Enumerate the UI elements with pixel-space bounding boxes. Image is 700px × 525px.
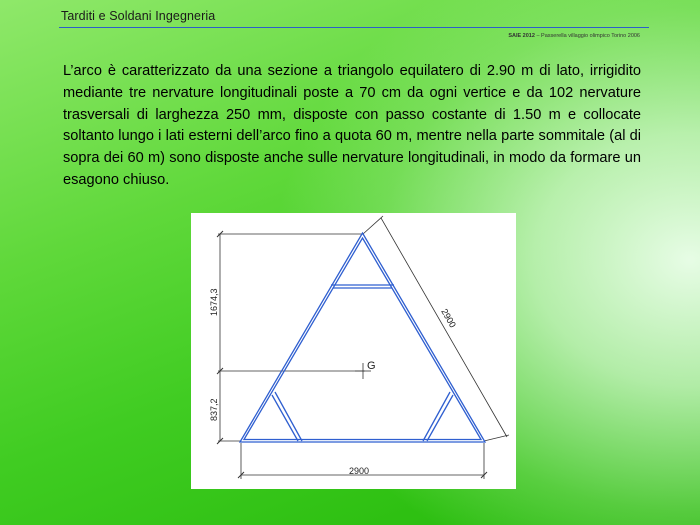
rib-left-1	[275, 392, 302, 441]
body-paragraph: L’arco è caratterizzato da una sezione a triangolo equilatero di 2.90 m di lato, irrigidito mediante tre nervature longitudinali poste a 70 cm da ogni vertice e da 102 nervature trasversali di larghezza 250 mm, disposte con passo costante di 1.50 m e collocate soltanto lungo i lati esterni dell’arco fino a quota 60 m, mentre nella parte sommitale (al di sopra dei 60 m) sono disposte anche sulle nervature longitudinali, in modo da formare un esagono chiuso.	[63, 63, 641, 188]
rib-right-2	[427, 395, 453, 441]
header-event-bold: SAIE 2012	[508, 33, 535, 39]
label-dim-lower: 837,2	[209, 398, 219, 421]
header-subtitle	[508, 33, 640, 39]
label-dim-base: 2900	[349, 466, 370, 476]
rib-right-1	[423, 392, 450, 441]
dim-side-ext-bottom	[484, 435, 509, 441]
header-event-rest: – Passerella villaggio olimpico Torino 2006	[534, 33, 640, 39]
header-rule	[59, 27, 649, 28]
dim-side-ext-top	[363, 216, 383, 234]
label-dim-side: 2900	[439, 307, 458, 330]
header-title: Tarditi e Soldani Ingegneria	[61, 9, 216, 23]
label-centroid: G	[367, 360, 376, 372]
triangle-outer	[240, 233, 485, 442]
rib-left-2	[272, 395, 298, 441]
section-figure	[191, 213, 516, 489]
label-dim-upper: 1674,3	[209, 288, 219, 316]
